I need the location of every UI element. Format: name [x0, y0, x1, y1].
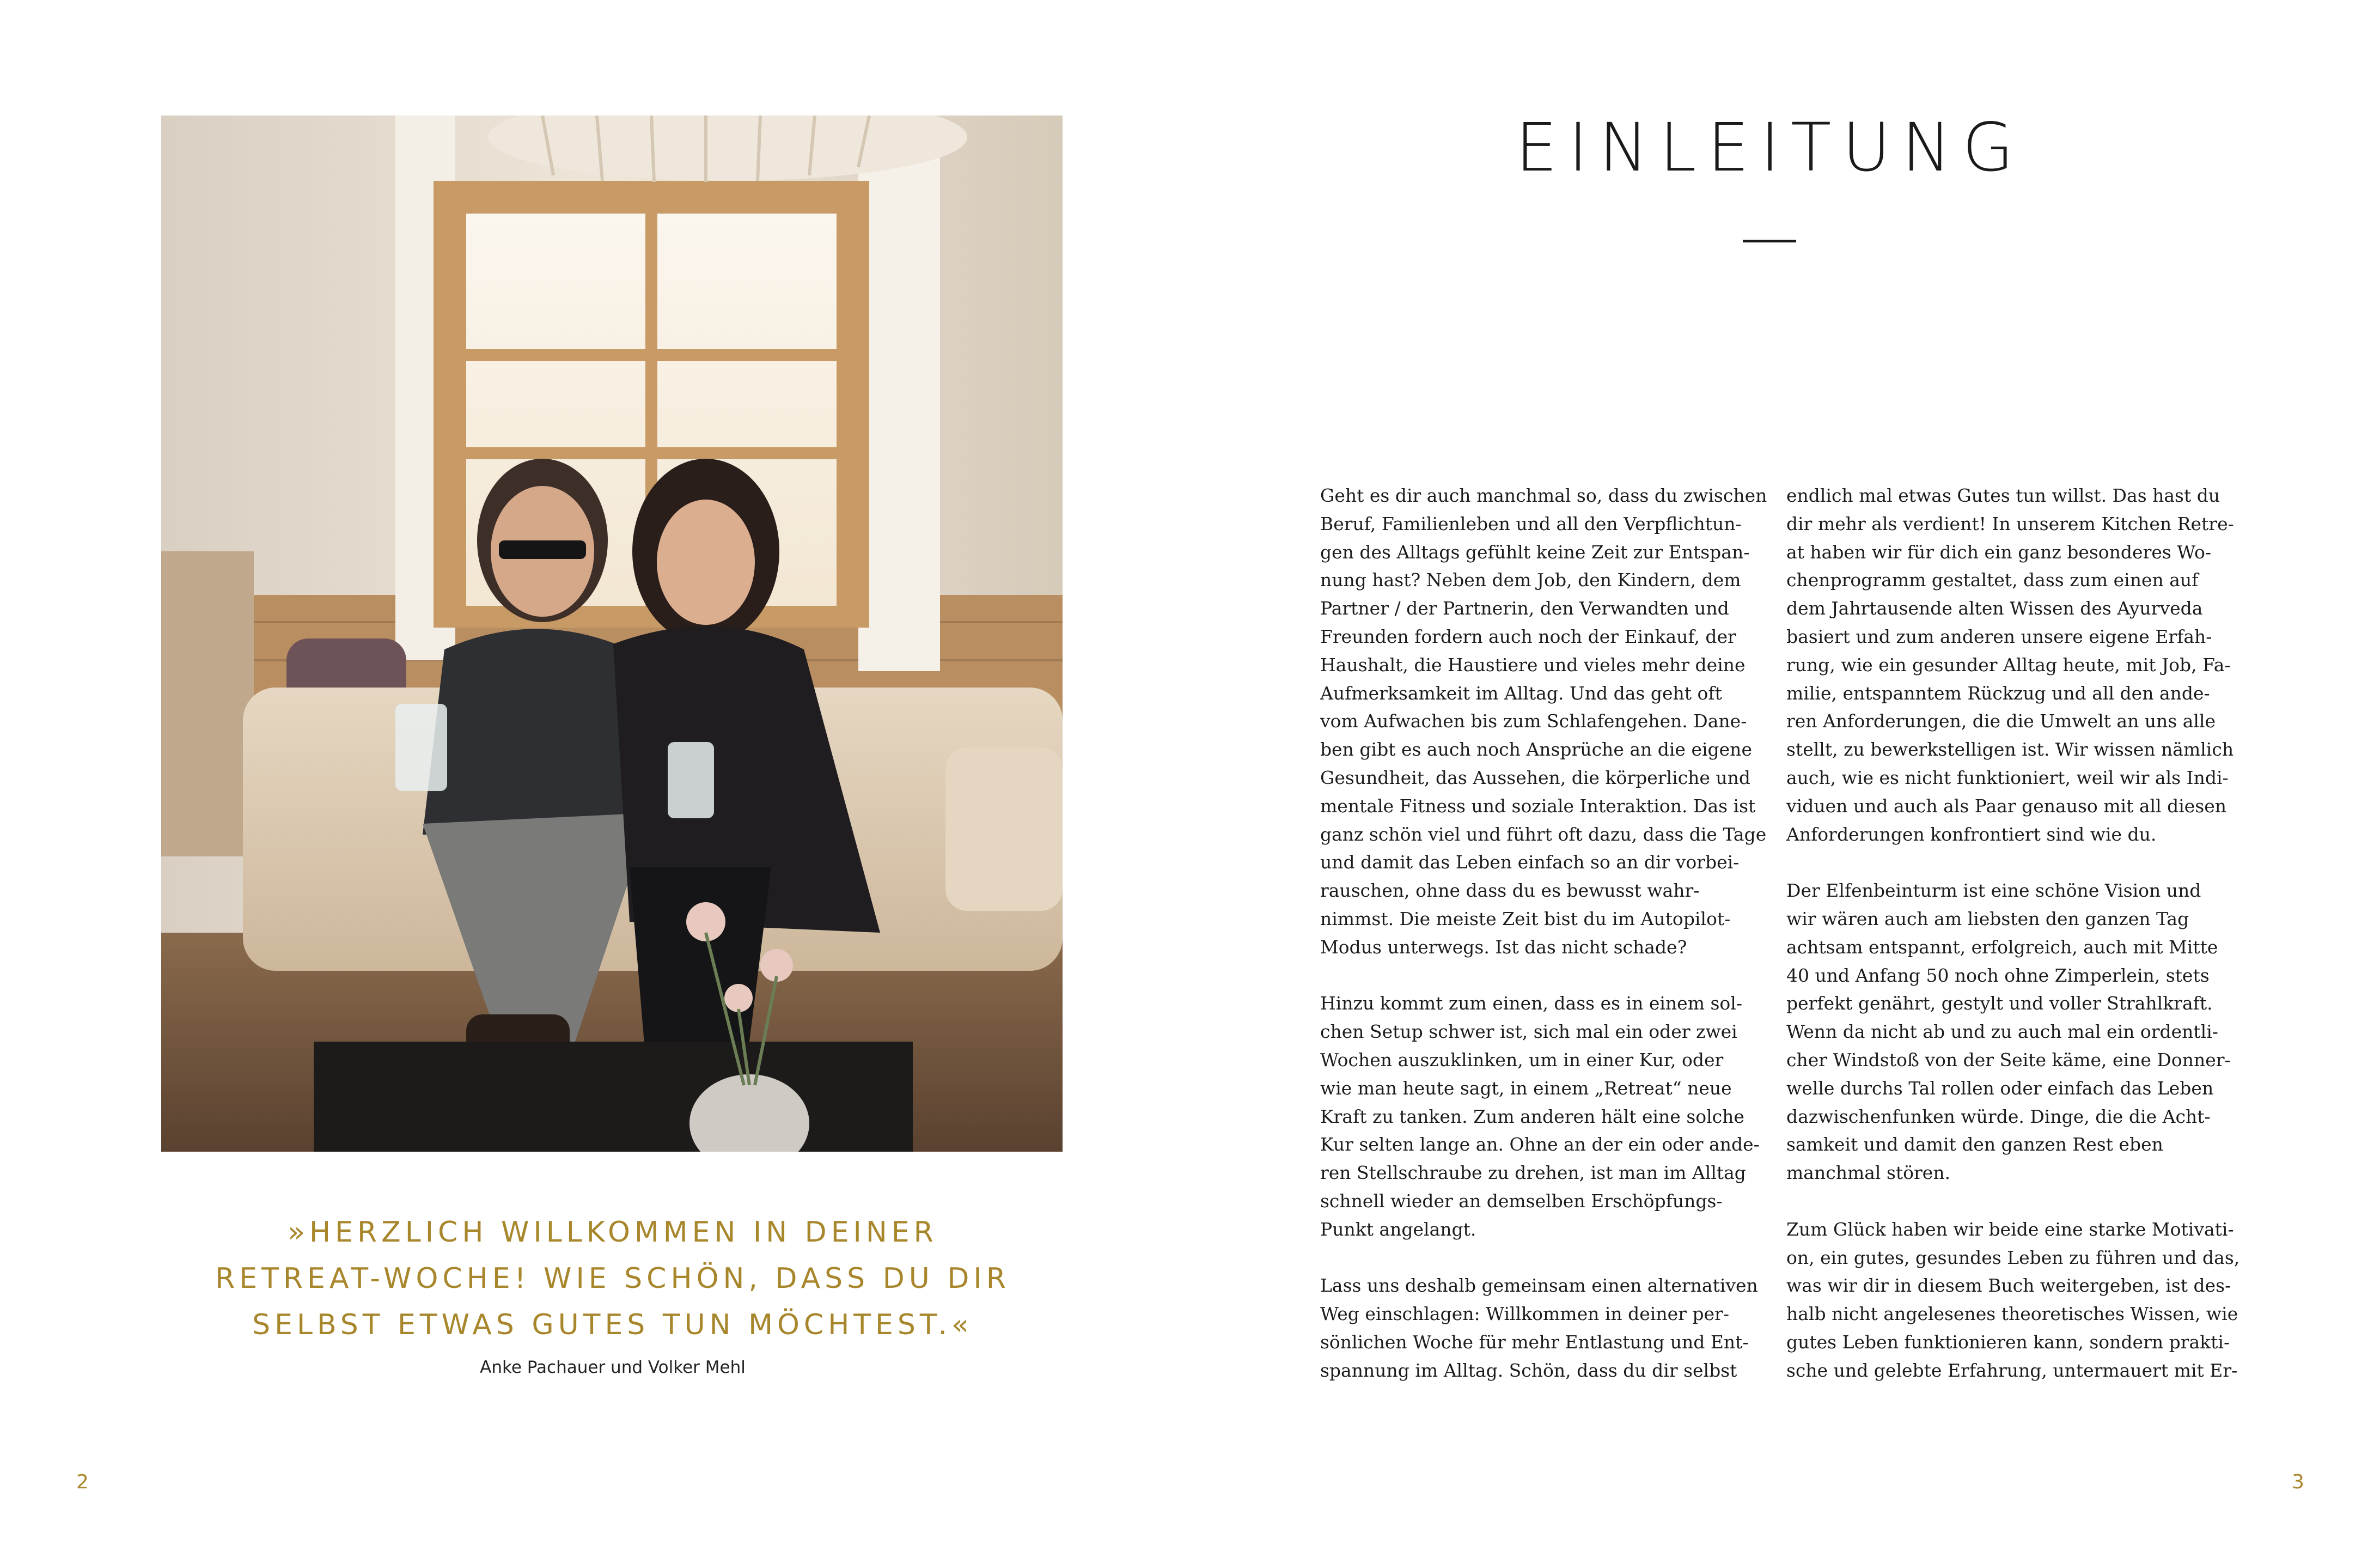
text-line: mentale Fitness und soziale Interaktion. Das ist	[1320, 795, 1756, 817]
body-paragraph	[1320, 1272, 1772, 1384]
body-column-2	[1786, 482, 2238, 1413]
text-line: Partner / der Partnerin, den Verwandten und	[1320, 598, 1729, 619]
text-line: endlich mal etwas Gutes tun willst. Das hast du	[1786, 485, 2220, 506]
text-line: Aufmerksamkeit im Alltag. Und das geht oft	[1320, 682, 1722, 704]
text-line: stellt, zu bewerkstelligen ist. Wir wissen nämlich	[1786, 739, 2234, 761]
text-line: Gesundheit, das Aussehen, die körperliche und	[1320, 767, 1751, 788]
text-line: ben gibt es auch noch Ansprüche an die eigene	[1320, 739, 1752, 761]
text-line: Der Elfenbeinturm ist eine schöne Vision und	[1786, 880, 2201, 902]
body-paragraph	[1320, 482, 1772, 962]
text-line: nimmst. Die meiste Zeit bist du im Autopilot-	[1320, 908, 1731, 929]
text-line: on, ein gutes, gesundes Leben zu führen und das,	[1786, 1246, 2240, 1268]
text-line: Wochen auszuklinken, um in einer Kur, oder	[1320, 1049, 1724, 1071]
text-line: chen Setup schwer ist, sich mal ein oder zwei	[1320, 1021, 1737, 1043]
text-line: welle durchs Tal rollen oder einfach das Leben	[1786, 1077, 2214, 1099]
pull-quote	[163, 1209, 1062, 1348]
text-line: cher Windstoß von der Seite käme, eine Donner-	[1786, 1049, 2231, 1071]
text-line: chenprogramm gestaltet, dass zum einen auf	[1786, 569, 2199, 591]
quote-line: RETREAT-WOCHE! WIE SCHÖN, DASS DU DIR	[215, 1262, 1010, 1295]
body-paragraph	[1786, 1215, 2238, 1385]
couple-photo-illustration	[161, 115, 1063, 1152]
text-line: Punkt angelangt.	[1320, 1218, 1476, 1240]
page-number-left: 2	[76, 1471, 89, 1493]
page-number-right: 3	[2292, 1471, 2304, 1493]
text-line: wie man heute sagt, in einem „Retreat“ neue	[1320, 1077, 1732, 1099]
text-line: ren Stellschraube zu drehen, ist man im Alltag	[1320, 1162, 1746, 1184]
text-line: viduen und auch als Paar genauso mit all diesen	[1786, 795, 2227, 817]
text-line: Lass uns deshalb gemeinsam einen alternativen	[1320, 1275, 1758, 1297]
text-line: Freunden fordern auch noch der Einkauf, der	[1320, 625, 1736, 647]
text-line: basiert und zum anderen unsere eigene Erfah-	[1786, 625, 2212, 647]
text-line: nung hast? Neben dem Job, den Kindern, dem	[1320, 569, 1741, 591]
text-line: at haben wir für dich ein ganz besonderes Wo-	[1786, 541, 2211, 563]
body-paragraph	[1786, 877, 2238, 1187]
body-paragraph	[1786, 482, 2238, 848]
text-line: dem Jahrtausende alten Wissen des Ayurveda	[1786, 598, 2203, 619]
text-line: gen des Alltags gefühlt keine Zeit zur Entspan-	[1320, 541, 1750, 563]
text-line: ganz schön viel und führt oft dazu, dass die Tage	[1320, 823, 1767, 845]
text-line: milie, entspanntem Rückzug und all den ande-	[1786, 682, 2210, 704]
text-line: samkeit und damit den ganzen Rest eben	[1786, 1134, 2163, 1155]
text-line: sche und gelebte Erfahrung, untermauert mit Er-	[1786, 1359, 2238, 1381]
text-line: Beruf, Familienleben und all den Verpflichtun-	[1320, 513, 1742, 534]
text-line: Weg einschlagen: Willkommen in deiner per-	[1320, 1303, 1729, 1325]
text-line: halb nicht angelesenes theoretisches Wissen, wie	[1786, 1303, 2238, 1325]
text-line: was wir dir in diesem Buch weitergeben, ist des-	[1786, 1275, 2231, 1297]
text-line: Hinzu kommt zum einen, dass es in einem sol-	[1320, 993, 1743, 1014]
text-line: spannung im Alltag. Schön, dass du dir selbst	[1320, 1359, 1737, 1381]
text-line: manchmal stören.	[1786, 1162, 1951, 1184]
text-line: Zum Glück haben wir beide eine starke Motivati-	[1786, 1218, 2234, 1240]
text-line: ren Anforderungen, die die Umwelt an uns alle	[1786, 710, 2216, 732]
quote-line: SELBST ETWAS GUTES TUN MÖCHTEST.«	[252, 1309, 973, 1341]
quote-author: Anke Pachauer und Volker Mehl	[480, 1358, 746, 1377]
text-line: wir wären auch am liebsten den ganzen Tag	[1786, 908, 2189, 929]
text-line: rung, wie ein gesunder Alltag heute, mit Job, Fa-	[1786, 654, 2231, 676]
text-line: Anforderungen konfrontiert sind wie du.	[1786, 823, 2157, 845]
text-line: Wenn da nicht ab und zu auch mal ein ordentli-	[1786, 1021, 2218, 1043]
couple-photo	[161, 115, 1063, 1152]
text-line: achtsam entspannt, erfolgreich, auch mit Mitte	[1786, 936, 2218, 958]
quote-line: »HERZLICH WILLKOMMEN IN DEINER	[288, 1216, 938, 1249]
text-line: perfekt genährt, gestylt und voller Strahlkraft.	[1786, 993, 2213, 1014]
text-line: rauschen, ohne dass du es bewusst wahr-	[1320, 880, 1700, 902]
text-line: 40 und Anfang 50 noch ohne Zimperlein, stets	[1786, 964, 2210, 986]
text-line: dir mehr als verdient! In unserem Kitchen Retre-	[1786, 513, 2234, 534]
text-line: dazwischenfunken würde. Dinge, die die Acht-	[1786, 1105, 2211, 1127]
text-line: Kur selten lange an. Ohne an der ein oder ande-	[1320, 1134, 1760, 1155]
body-paragraph	[1320, 989, 1772, 1243]
text-line: gutes Leben funktionieren kann, sondern prakti-	[1786, 1331, 2230, 1353]
text-line: schnell wieder an demselben Erschöpfungs-	[1320, 1190, 1723, 1212]
body-column-1	[1320, 482, 1772, 1413]
text-line: Geht es dir auch manchmal so, dass du zwischen	[1320, 485, 1767, 506]
text-line: und damit das Leben einfach so an dir vorbei-	[1320, 852, 1740, 873]
text-line: Modus unterwegs. Ist das nicht schade?	[1320, 936, 1687, 958]
text-line: sönlichen Woche für mehr Entlastung und Ent-	[1320, 1331, 1749, 1353]
title-divider	[1743, 240, 1796, 242]
text-line: auch, wie es nicht funktioniert, weil wir als Indi-	[1786, 767, 2229, 788]
text-line: vom Aufwachen bis zum Schlafengehen. Dane-	[1320, 710, 1747, 732]
chapter-title: EINLEITUNG	[1515, 109, 2025, 186]
text-line: Haushalt, die Haustiere und vieles mehr deine	[1320, 654, 1746, 676]
text-line: Kraft zu tanken. Zum anderen hält eine solche	[1320, 1105, 1744, 1127]
